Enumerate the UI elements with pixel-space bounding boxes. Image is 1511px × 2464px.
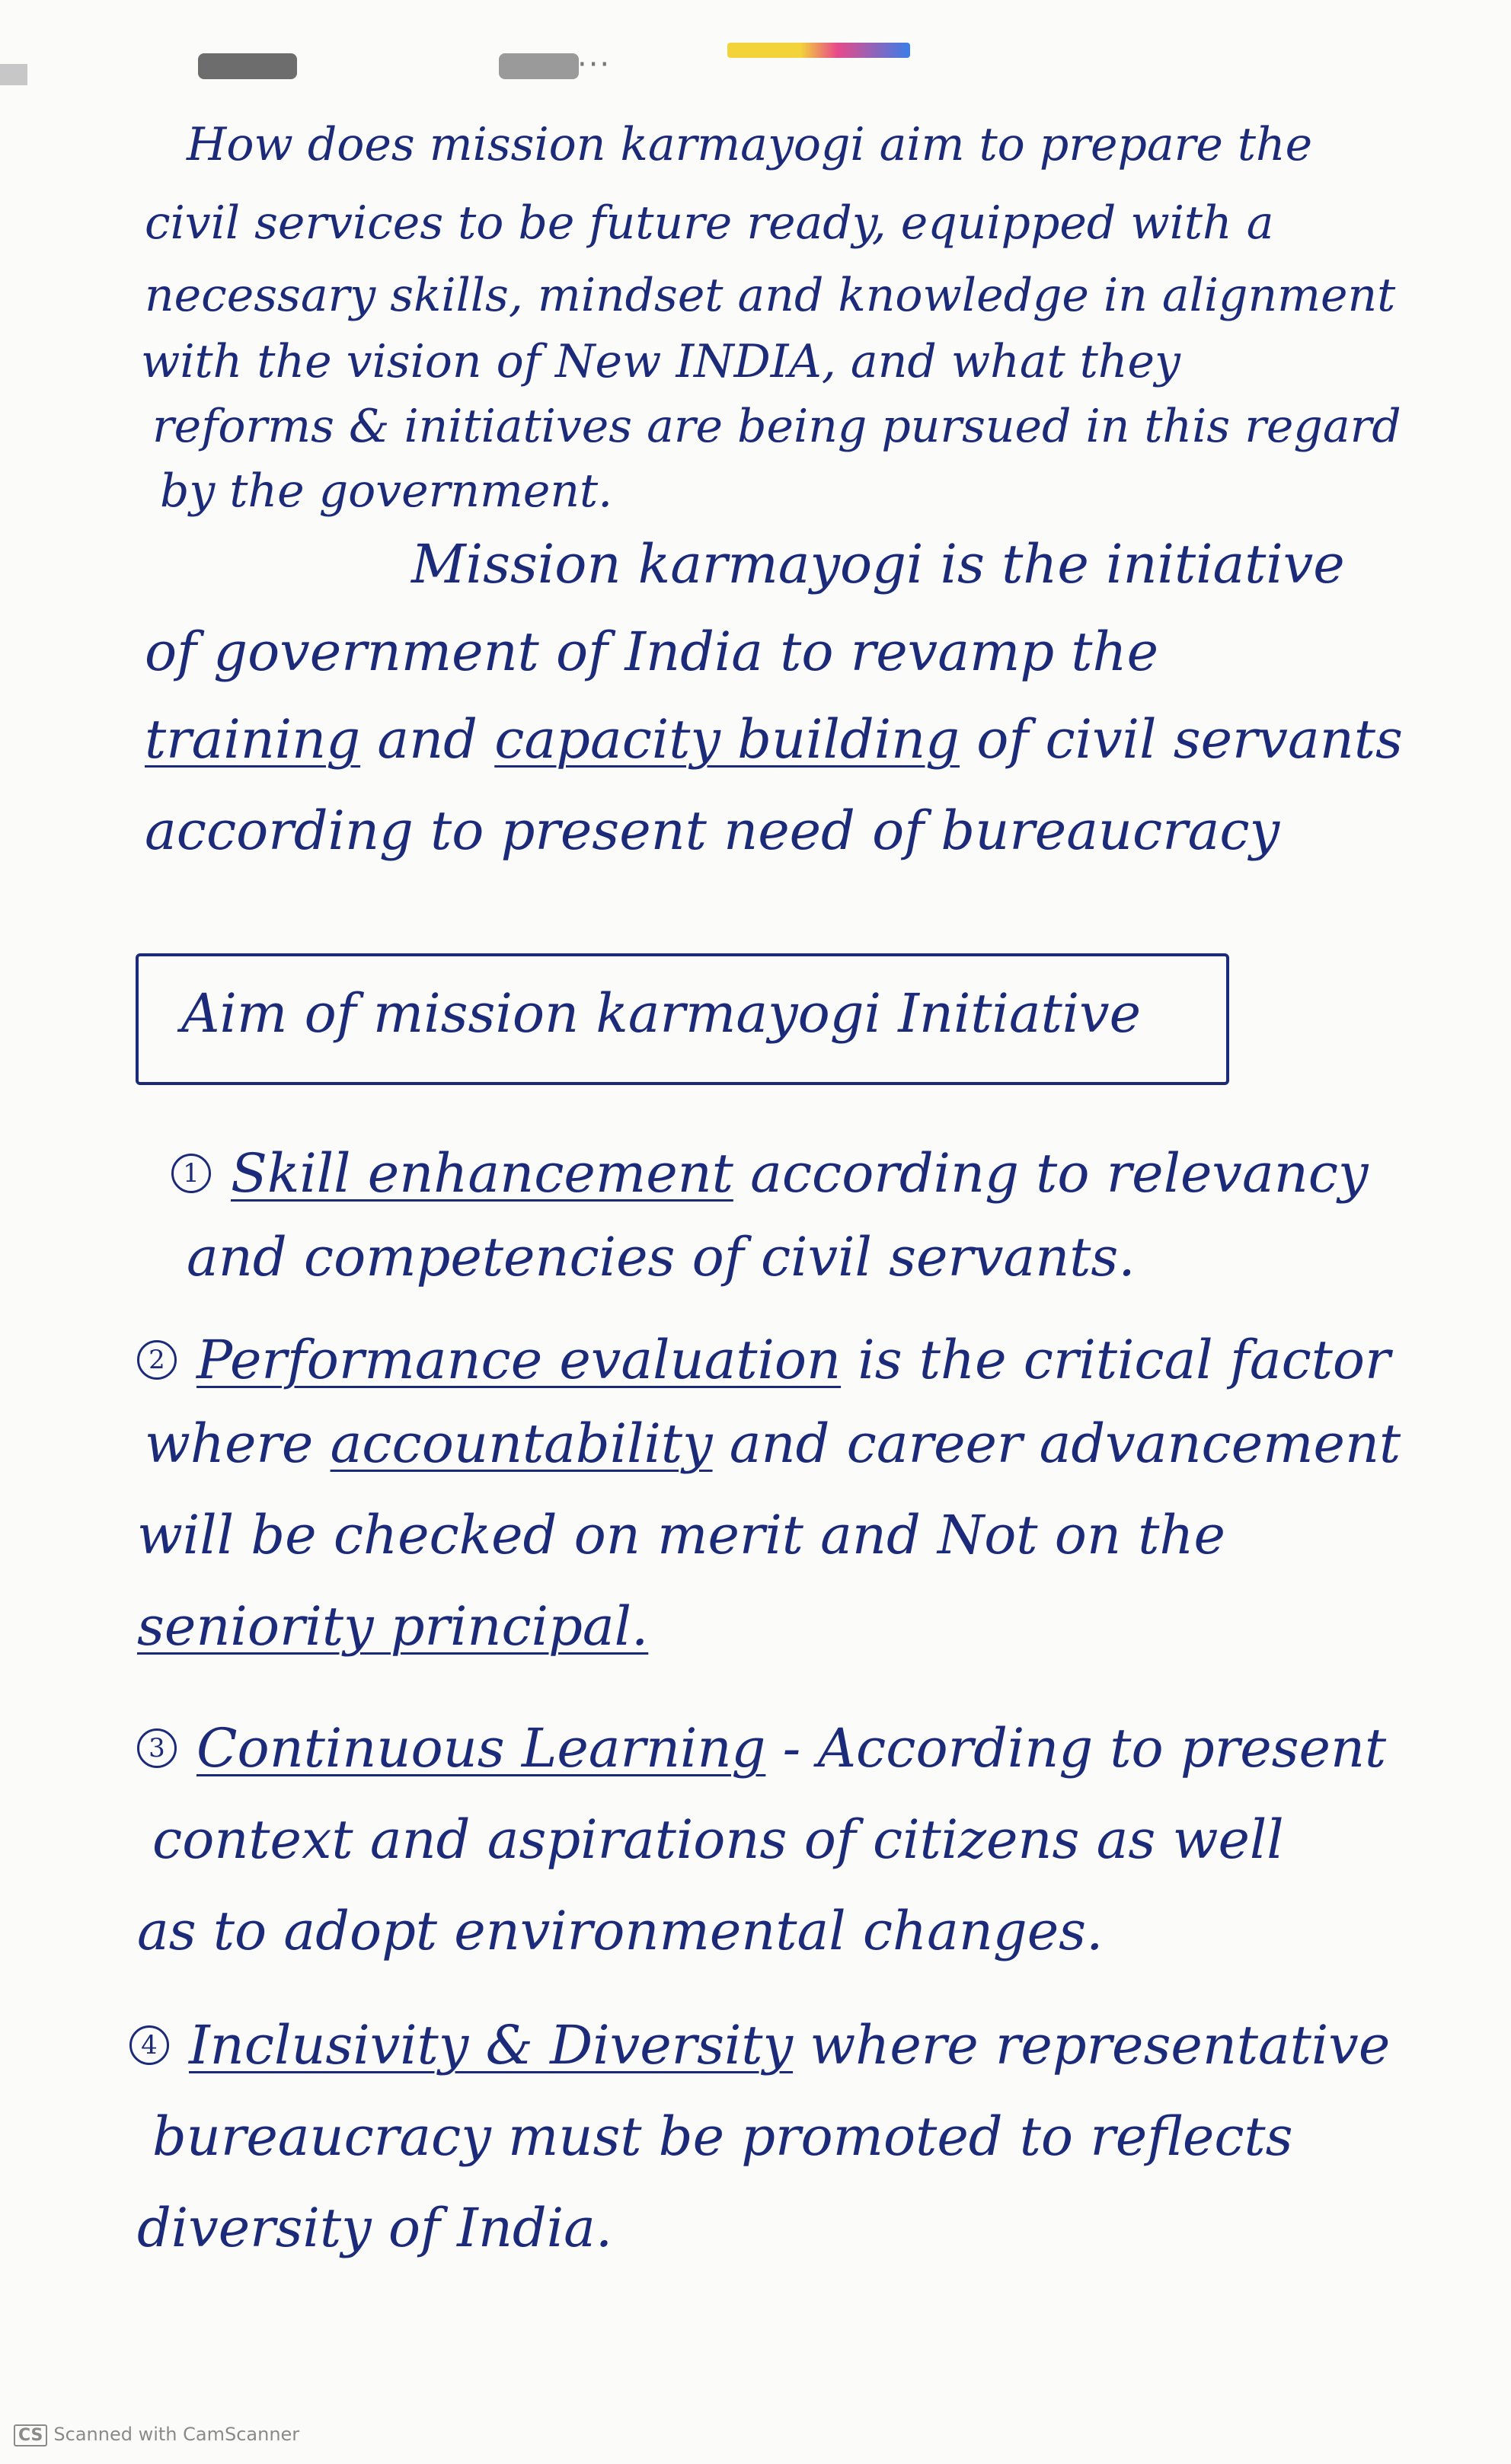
- binder-tab-mark: [499, 53, 579, 79]
- intro-line: training and capacity building of civil servants: [145, 708, 1403, 771]
- question-line: reforms & initiatives are being pursued in this regard: [152, 400, 1401, 453]
- camscanner-logo-icon: CS: [14, 2424, 47, 2446]
- point-line: [137, 1595, 648, 1658]
- intro-line: according to present need of bureaucracy: [145, 800, 1280, 862]
- question-line: How does mission karmayogi aim to prepare the: [187, 118, 1313, 171]
- point-number: 3: [137, 1728, 177, 1768]
- point-line: will be checked on merit and Not on the: [137, 1504, 1225, 1566]
- binder-dots: ···: [577, 47, 612, 82]
- aim-heading-box: [136, 953, 1229, 1085]
- point-lead: Skill enhancement: [231, 1142, 733, 1205]
- underlined-term: seniority principal.: [137, 1595, 649, 1658]
- intro-line: of government of India to revamp the: [145, 621, 1159, 683]
- point-line: 4 Inclusivity & Diversity where representative: [129, 2014, 1390, 2076]
- point-number: 2: [137, 1340, 177, 1380]
- point-number: 1: [171, 1154, 211, 1193]
- point-lead: Continuous Learning: [196, 1717, 766, 1779]
- point-line: 2 Performance evaluation is the critical factor: [137, 1329, 1391, 1391]
- point-line: 1 Skill enhancement according to relevancy: [171, 1142, 1369, 1205]
- aim-heading: Aim of mission karmayogi Initiative: [181, 982, 1142, 1045]
- intro-line: Mission karmayogi is the initiative: [411, 533, 1345, 595]
- underlined-term: capacity building: [494, 708, 960, 771]
- point-line: context and aspirations of citizens as well: [152, 1808, 1284, 1871]
- underlined-term: training: [145, 708, 361, 771]
- point-lead: Performance evaluation: [196, 1329, 842, 1391]
- binder-tab-mark: [198, 53, 297, 79]
- question-line: by the government.: [160, 464, 613, 518]
- point-lead: Inclusivity & Diversity: [189, 2014, 794, 2076]
- watermark-text: Scanned with CamScanner: [53, 2424, 300, 2445]
- question-line: with the vision of New INDIA, and what they: [141, 335, 1180, 388]
- point-line: and competencies of civil servants.: [187, 1226, 1136, 1288]
- point-line: diversity of India.: [137, 2197, 613, 2259]
- point-line: bureaucracy must be promoted to reflects: [152, 2105, 1293, 2168]
- question-line: civil services to be future ready, equipped with a: [145, 196, 1274, 250]
- point-line: where accountability and career advancement: [145, 1412, 1401, 1475]
- point-line: as to adopt environmental changes.: [137, 1900, 1104, 1962]
- underlined-term: accountability: [330, 1412, 713, 1475]
- point-line: 3 Continuous Learning - According to present: [137, 1717, 1386, 1779]
- highlighter-strip: [727, 43, 910, 58]
- scan-smudge: [0, 64, 27, 85]
- point-number: 4: [129, 2025, 169, 2065]
- question-line: necessary skills, mindset and knowledge in alignment: [145, 269, 1396, 322]
- camscanner-watermark: [14, 2424, 299, 2446]
